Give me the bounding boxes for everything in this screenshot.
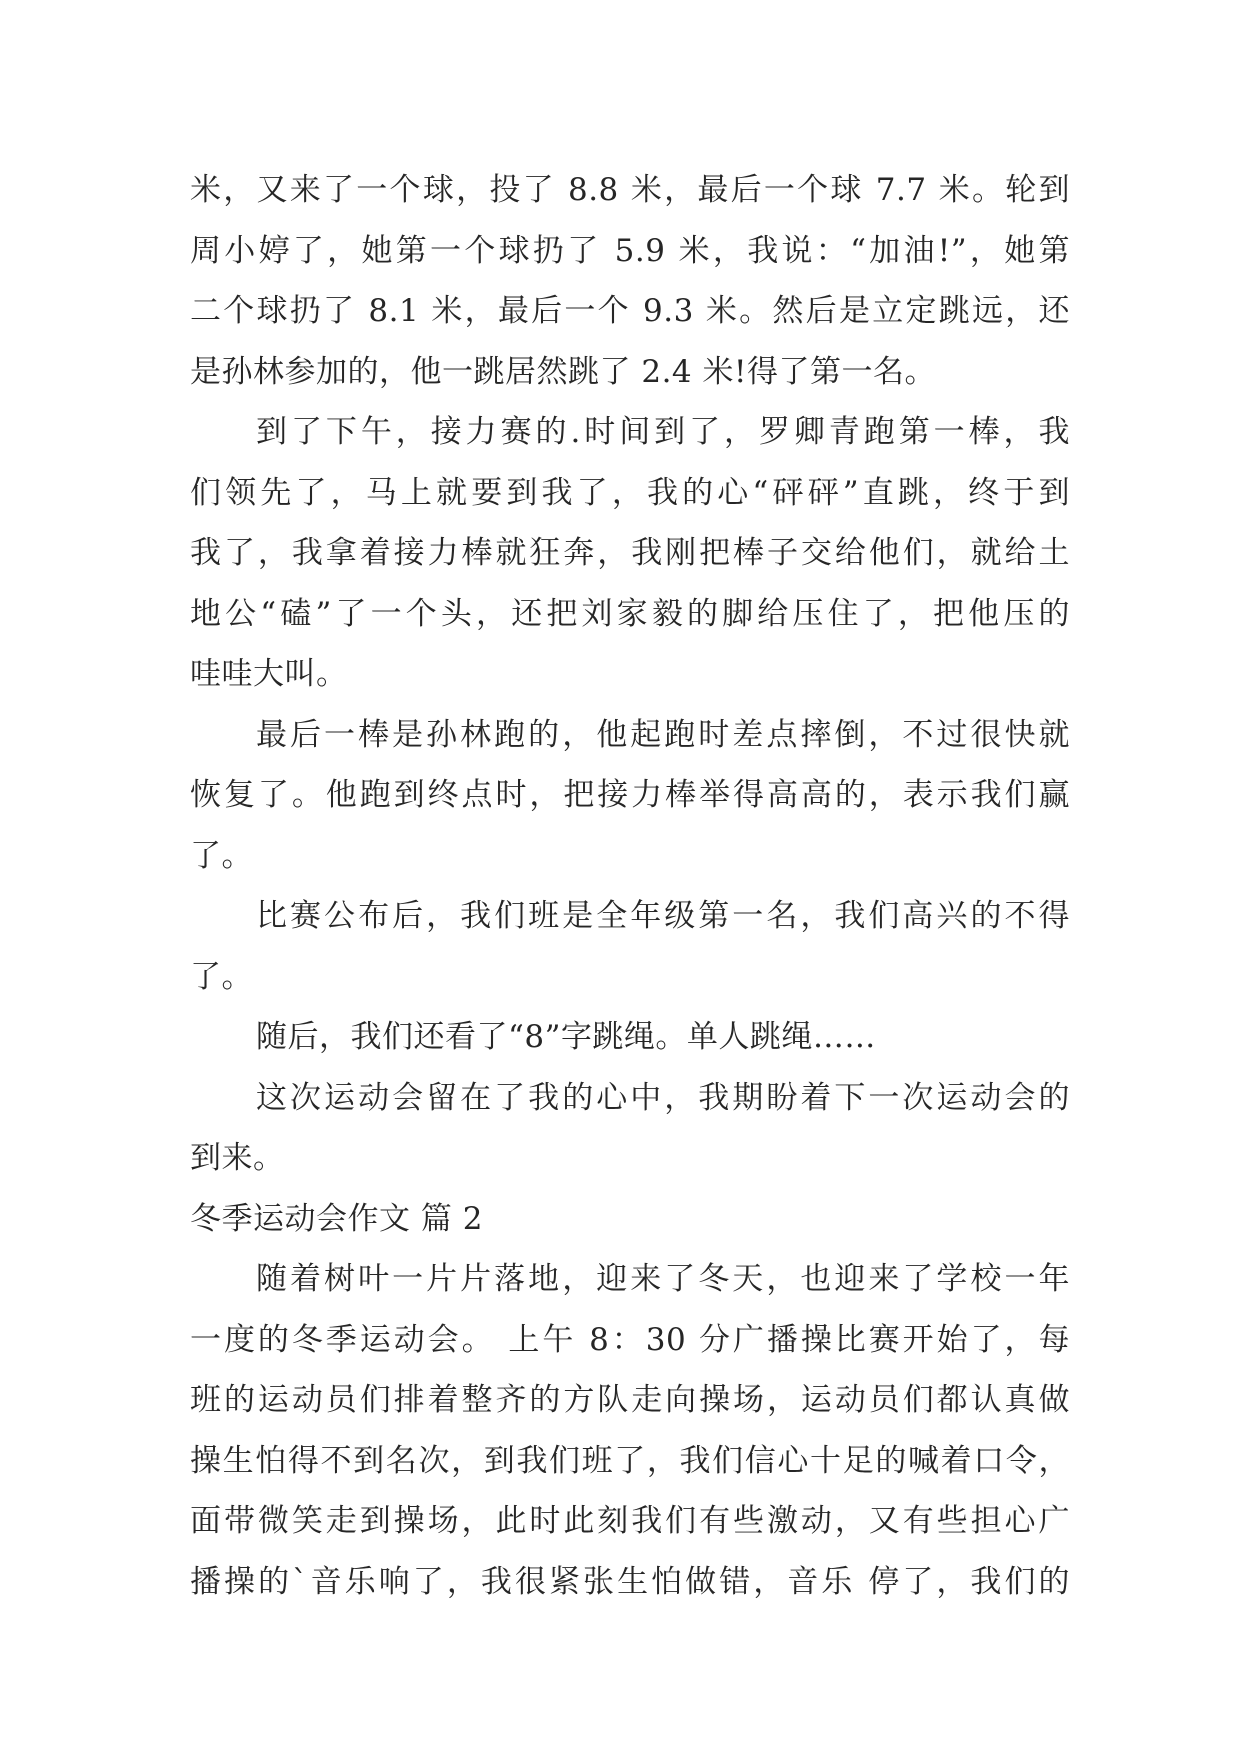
text-line: 到了下午，接力赛的.时间到了，罗卿青跑第一棒，我: [256, 414, 1070, 450]
text-line: 播操的`音乐响了，我很紧张生怕做错，音乐 停了，我们的: [190, 1563, 1070, 1600]
text-line: 哇哇大叫。: [190, 656, 348, 692]
text-line: 是孙林参加的，他一跳居然跳了 2.4 米!得了第一名。: [190, 353, 936, 390]
text-line: 最后一棒是孙林跑的，他起跑时差点摔倒，不过很快就: [256, 716, 1070, 753]
text-line: 操生怕得不到名次，到我们班了，我们信心十足的喊着口令，: [190, 1442, 1070, 1479]
text-line: 恢复了。他跑到终点时，把接力棒举得高高的，表示我们赢: [190, 777, 1070, 813]
text-line: 我了，我拿着接力棒就狂奔，我刚把棒子交给他们，就给土: [190, 535, 1070, 571]
section-heading: 冬季运动会作文 篇 2: [190, 1200, 483, 1237]
text-line: 周小婷了，她第一个球扔了 5.9 米，我说：“加油!”，她第: [190, 232, 1070, 269]
text-line: 比赛公布后，我们班是全年级第一名，我们高兴的不得: [256, 898, 1070, 934]
text-line: 米，又来了一个球，投了 8.8 米，最后一个球 7.7 米。轮到: [190, 172, 1070, 208]
document-body: [190, 160, 1070, 1612]
text-line: 地公“磕”了一个头，还把刘家毅的脚给压住了，把他压的: [190, 595, 1070, 632]
text-line: 面带微笑走到操场，此时此刻我们有些激动，又有些担心广: [190, 1503, 1070, 1539]
text-line: 随着树叶一片片落地，迎来了冬天，也迎来了学校一年: [256, 1261, 1070, 1297]
text-line: 一度的冬季运动会。 上午 8：30 分广播操比赛开始了，每: [190, 1321, 1070, 1358]
text-line: 了。: [190, 837, 253, 874]
text-line: 到来。: [190, 1140, 285, 1176]
text-line: 了。: [190, 958, 253, 995]
text-line: 班的运动员们排着整齐的方队走向操场，运动员们都认真做: [190, 1382, 1070, 1418]
text-line: 随后，我们还看了“8”字跳绳。单人跳绳……: [256, 1019, 876, 1055]
text-line: 们领先了，马上就要到我了，我的心“砰砰”直跳，终于到: [190, 474, 1070, 511]
text-line: 这次运动会留在了我的心中，我期盼着下一次运动会的: [256, 1079, 1070, 1116]
text-line: 二个球扔了 8.1 米，最后一个 9.3 米。然后是立定跳远，还: [190, 293, 1070, 329]
